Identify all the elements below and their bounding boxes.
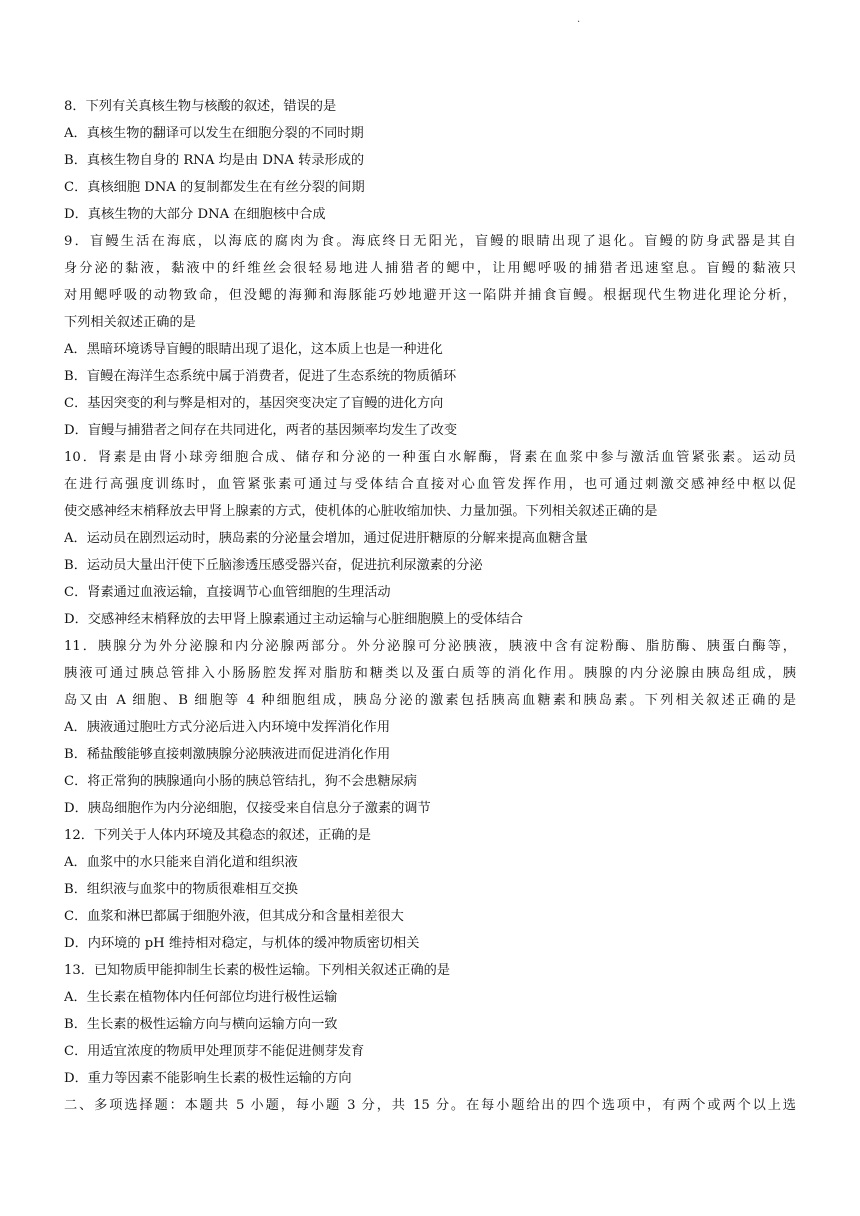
q13-option-a: A．生长素在植物体内任何部位均进行极性运输 bbox=[64, 990, 338, 1005]
q11-option-a: A．胰液通过胞吐方式分泌后进入内环境中发挥消化作用 bbox=[64, 720, 391, 735]
q9-stem-line-3: 对用鳃呼吸的动物致命，但没鳃的海狮和海豚能巧妙地避开这一陷阱并捕食盲鳗。根据现代生物进化理论分析， bbox=[64, 288, 796, 303]
q12-option-b: B．组织液与血浆中的物质很难相互交换 bbox=[64, 882, 298, 897]
q13-stem: 13．已知物质甲能抑制生长素的极性运输。下列相关叙述正确的是 bbox=[64, 963, 451, 978]
question-text bbox=[64, 93, 796, 1119]
q12-option-c: C．血浆和淋巴都属于细胞外液，但其成分和含量相差很大 bbox=[64, 909, 404, 924]
q9-option-b: B．盲鳗在海洋生态系统中属于消费者，促进了生态系统的物质循环 bbox=[64, 369, 457, 384]
q8-option-c: C．真核细胞 DNA 的复制都发生在有丝分裂的间期 bbox=[64, 180, 365, 195]
q11-stem-line-2: 胰液可通过胰总管排入小肠肠腔发挥对脂肪和糖类以及蛋白质等的消化作用。胰腺的内分泌腺由胰岛组成，胰 bbox=[64, 666, 796, 681]
q8-stem: 8．下列有关真核生物与核酸的叙述，错误的是 bbox=[64, 99, 337, 114]
q11-stem-line-3: 岛又由 A 细胞、B 细胞等 4 种细胞组成，胰岛分泌的激素包括胰高血糖素和胰岛素。下列相关叙述正确的是 bbox=[64, 693, 796, 708]
q9-stem-line-4: 下列相关叙述正确的是 bbox=[64, 315, 196, 330]
q11-option-c: C．将正常狗的胰腺通向小肠的胰总管结扎，狗不会患糖尿病 bbox=[64, 774, 417, 789]
q10-option-d: D．交感神经末梢释放的去甲肾上腺素通过主动运输与心脏细胞膜上的受体结合 bbox=[64, 612, 523, 627]
q10-option-c: C．肾素通过血液运输，直接调节心血管细胞的生理活动 bbox=[64, 585, 391, 600]
q8-option-a: A．真核生物的翻译可以发生在细胞分裂的不同时期 bbox=[64, 126, 364, 141]
q10-option-a: A．运动员在剧烈运动时，胰岛素的分泌量会增加，通过促进肝糖原的分解来提高血糖含量 bbox=[64, 531, 588, 546]
q8-option-b: B．真核生物自身的 RNA 均是由 DNA 转录形成的 bbox=[64, 153, 365, 168]
q13-option-b: B．生长素的极性运输方向与横向运输方向一致 bbox=[64, 1017, 338, 1032]
q13-option-d: D．重力等因素不能影响生长素的极性运输的方向 bbox=[64, 1071, 352, 1086]
q11-option-b: B．稀盐酸能够直接刺激胰腺分泌胰液进而促进消化作用 bbox=[64, 747, 391, 762]
q10-stem-line-1: 10．肾素是由肾小球旁细胞合成、储存和分泌的一种蛋白水解酶，肾素在血浆中参与激活血管紧张素。运动员 bbox=[64, 450, 796, 465]
q9-option-d: D．盲鳗与捕猎者之间存在共同进化，两者的基因频率均发生了改变 bbox=[64, 423, 458, 438]
q9-stem-line-1: 9．盲鳗生活在海底，以海底的腐肉为食。海底终日无阳光，盲鳗的眼睛出现了退化。盲鳗的防身武器是其自 bbox=[64, 234, 796, 249]
q10-option-b: B．运动员大量出汗使下丘脑渗透压感受器兴奋，促进抗利尿激素的分泌 bbox=[64, 558, 483, 573]
q12-option-d: D．内环境的 pH 维持相对稳定，与机体的缓冲物质密切相关 bbox=[64, 936, 420, 951]
q12-option-a: A．血浆中的水只能来自消化道和组织液 bbox=[64, 855, 298, 870]
header-dot: . bbox=[577, 14, 581, 25]
q12-stem: 12．下列关于人体内环境及其稳态的叙述，正确的是 bbox=[64, 828, 371, 843]
q8-option-d: D．真核生物的大部分 DNA 在细胞核中合成 bbox=[64, 207, 326, 222]
q11-stem-line-1: 11．胰腺分为外分泌腺和内分泌腺两部分。外分泌腺可分泌胰液，胰液中含有淀粉酶、脂肪酶、胰蛋白酶等， bbox=[64, 639, 796, 654]
q10-stem-line-3: 使交感神经末梢释放去甲肾上腺素的方式，使机体的心脏收缩加快、力量加强。下列相关叙述正确的是 bbox=[64, 504, 658, 519]
section-2-heading: 二、多项选择题：本题共 5 小题，每小题 3 分，共 15 分。在每小题给出的四个选项中，有两个或两个以上选 bbox=[64, 1098, 796, 1113]
q11-option-d: D．胰岛细胞作为内分泌细胞，仅接受来自信息分子激素的调节 bbox=[64, 801, 431, 816]
q10-stem-line-2: 在进行高强度训练时，血管紧张素可通过与受体结合直接对心血管发挥作用，也可通过刺激交感神经中枢以促 bbox=[64, 477, 796, 492]
q9-option-a: A．黑暗环境诱导盲鳗的眼睛出现了退化，这本质上也是一种进化 bbox=[64, 342, 443, 357]
q9-stem-line-2: 身分泌的黏液，黏液中的纤维丝会很轻易地进人捕猎者的鳃中，让用鳃呼吸的捕猎者迅速窒息。盲鳗的黏液只 bbox=[64, 261, 796, 276]
q9-option-c: C．基因突变的利与弊是相对的，基因突变决定了盲鳗的进化方向 bbox=[64, 396, 444, 411]
q13-option-c: C．用适宜浓度的物质甲处理顶芽不能促进侧芽发育 bbox=[64, 1044, 365, 1059]
